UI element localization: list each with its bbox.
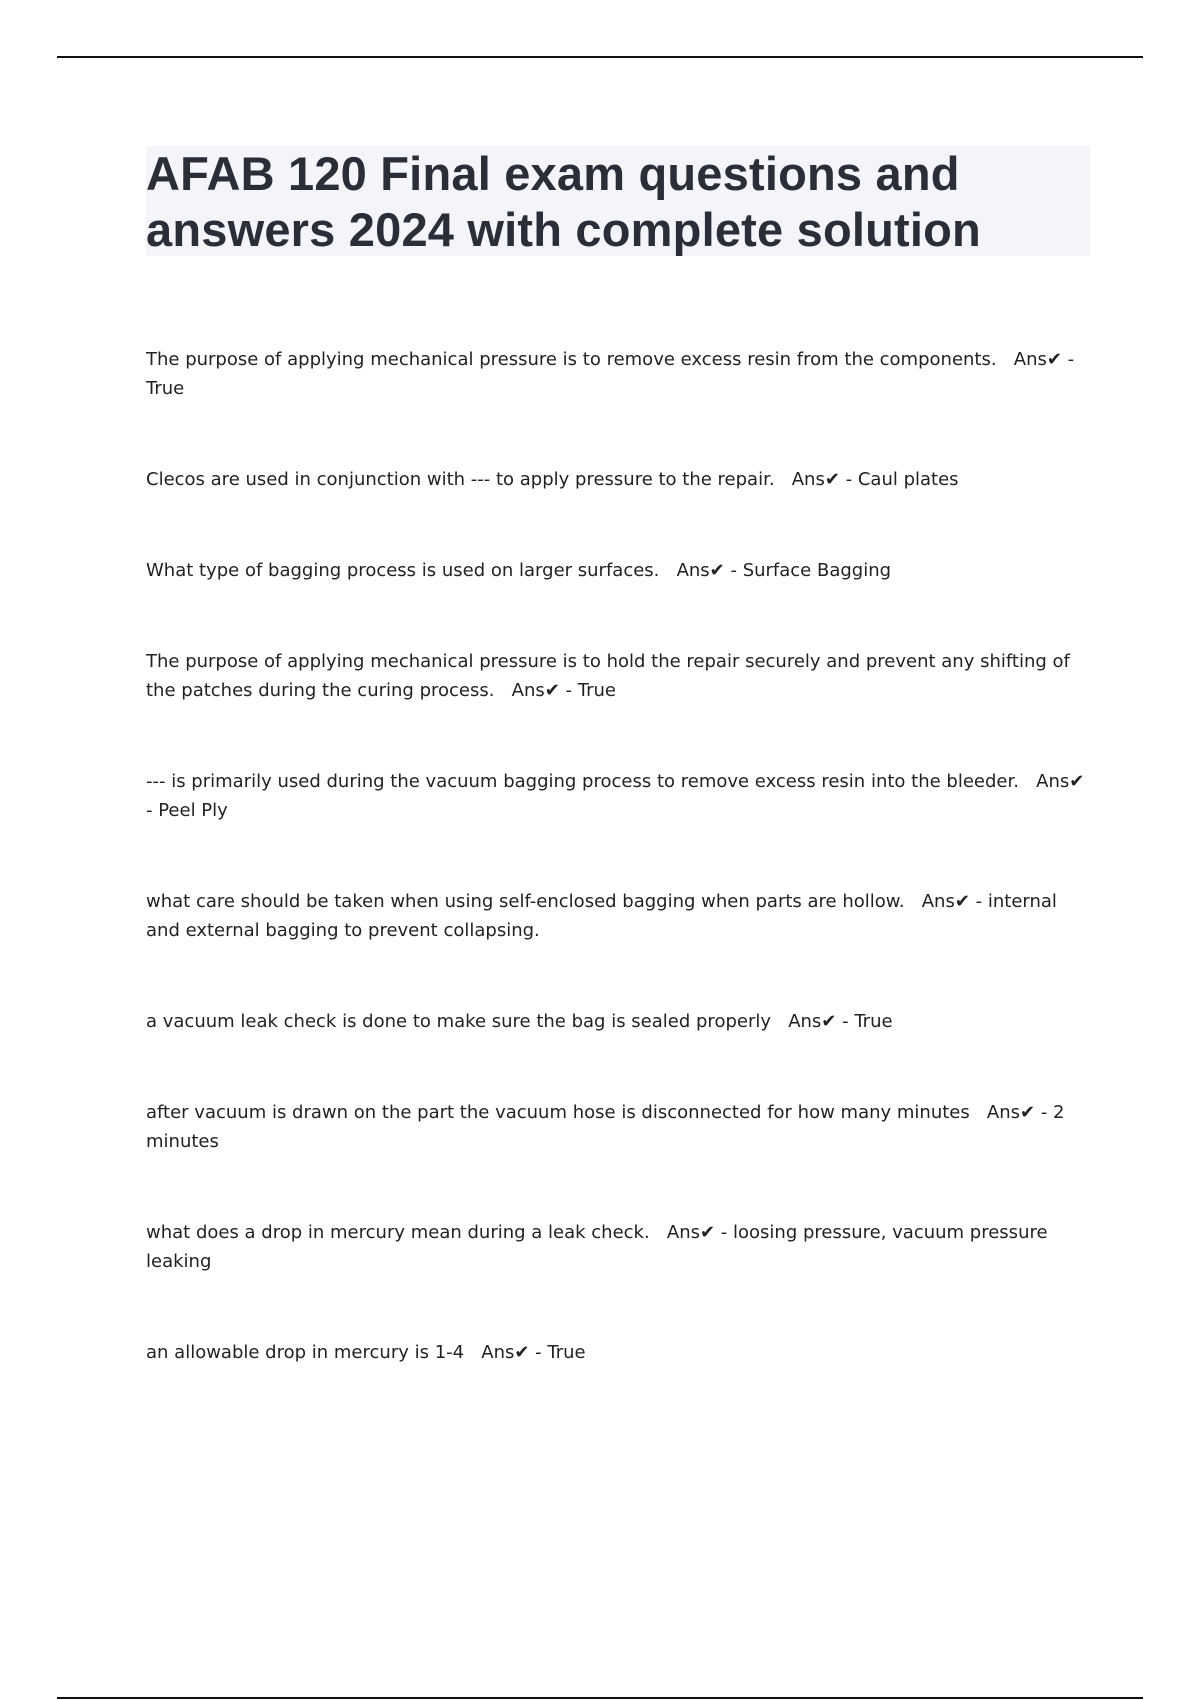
- answer-prefix: Ans✔ -: [788, 1011, 855, 1032]
- answer-prefix: Ans✔ -: [511, 680, 578, 701]
- answer-text: Caul plates: [857, 469, 959, 490]
- answer-text: True: [146, 378, 185, 399]
- question-text: what care should be taken when using self-enclosed bagging when parts are hollow.: [146, 891, 905, 912]
- qa-item: [146, 345, 1096, 403]
- answer-text: True: [577, 680, 616, 701]
- answer-prefix: Ans✔ -: [481, 1342, 548, 1363]
- qa-item: [146, 1338, 1096, 1367]
- qa-item: [146, 1098, 1096, 1156]
- answer-text: Surface Bagging: [742, 560, 892, 581]
- answer-text: loosing pressure, vacuum pressure leaking: [146, 1222, 1048, 1272]
- qa-item: [146, 1007, 1096, 1036]
- qa-item: [146, 556, 1096, 585]
- title-block: [146, 146, 1090, 256]
- answer-prefix: Ans✔ -: [986, 1102, 1054, 1123]
- question-text: What type of bagging process is used on larger surfaces.: [146, 560, 660, 581]
- question-text: an allowable drop in mercury is 1-4: [146, 1342, 465, 1363]
- answer-text: True: [854, 1011, 893, 1032]
- qa-item: [146, 647, 1096, 705]
- question-text: what does a drop in mercury mean during a leak check.: [146, 1222, 650, 1243]
- answer-prefix: Ans✔ -: [791, 469, 858, 490]
- question-text: The purpose of applying mechanical pressure is to hold the repair securely and prevent any shifting of the patches during the curing process.: [146, 651, 1070, 701]
- qa-item: [146, 465, 1096, 494]
- answer-text: Peel Ply: [158, 800, 228, 821]
- answer-prefix: Ans✔ -: [1013, 349, 1075, 370]
- answer-prefix: Ans✔ -: [921, 891, 988, 912]
- question-text: Clecos are used in conjunction with --- to apply pressure to the repair.: [146, 469, 775, 490]
- qa-item: [146, 1218, 1096, 1276]
- answer-prefix: Ans✔ -: [666, 1222, 733, 1243]
- answer-text: True: [547, 1342, 586, 1363]
- answer-text: 2 minutes: [146, 1102, 1065, 1152]
- top-rule: [57, 56, 1143, 58]
- answer-text: internal and external bagging to prevent collapsing.: [146, 891, 1057, 941]
- qa-item: [146, 887, 1096, 945]
- answer-prefix: Ans✔ -: [676, 560, 743, 581]
- qa-item: [146, 767, 1096, 825]
- question-text: a vacuum leak check is done to make sure the bag is sealed properly: [146, 1011, 772, 1032]
- bottom-rule: [57, 1697, 1143, 1699]
- qa-list: [146, 345, 1096, 1367]
- answer-prefix: Ans✔ -: [146, 771, 1085, 821]
- question-text: --- is primarily used during the vacuum bagging process to remove excess resin into the bleeder.: [146, 771, 1019, 792]
- page-title: AFAB 120 Final exam questions and answers 2024 with complete solution: [146, 147, 981, 256]
- question-text: The purpose of applying mechanical pressure is to remove excess resin from the components.: [146, 349, 997, 370]
- question-text: after vacuum is drawn on the part the vacuum hose is disconnected for how many minutes: [146, 1102, 970, 1123]
